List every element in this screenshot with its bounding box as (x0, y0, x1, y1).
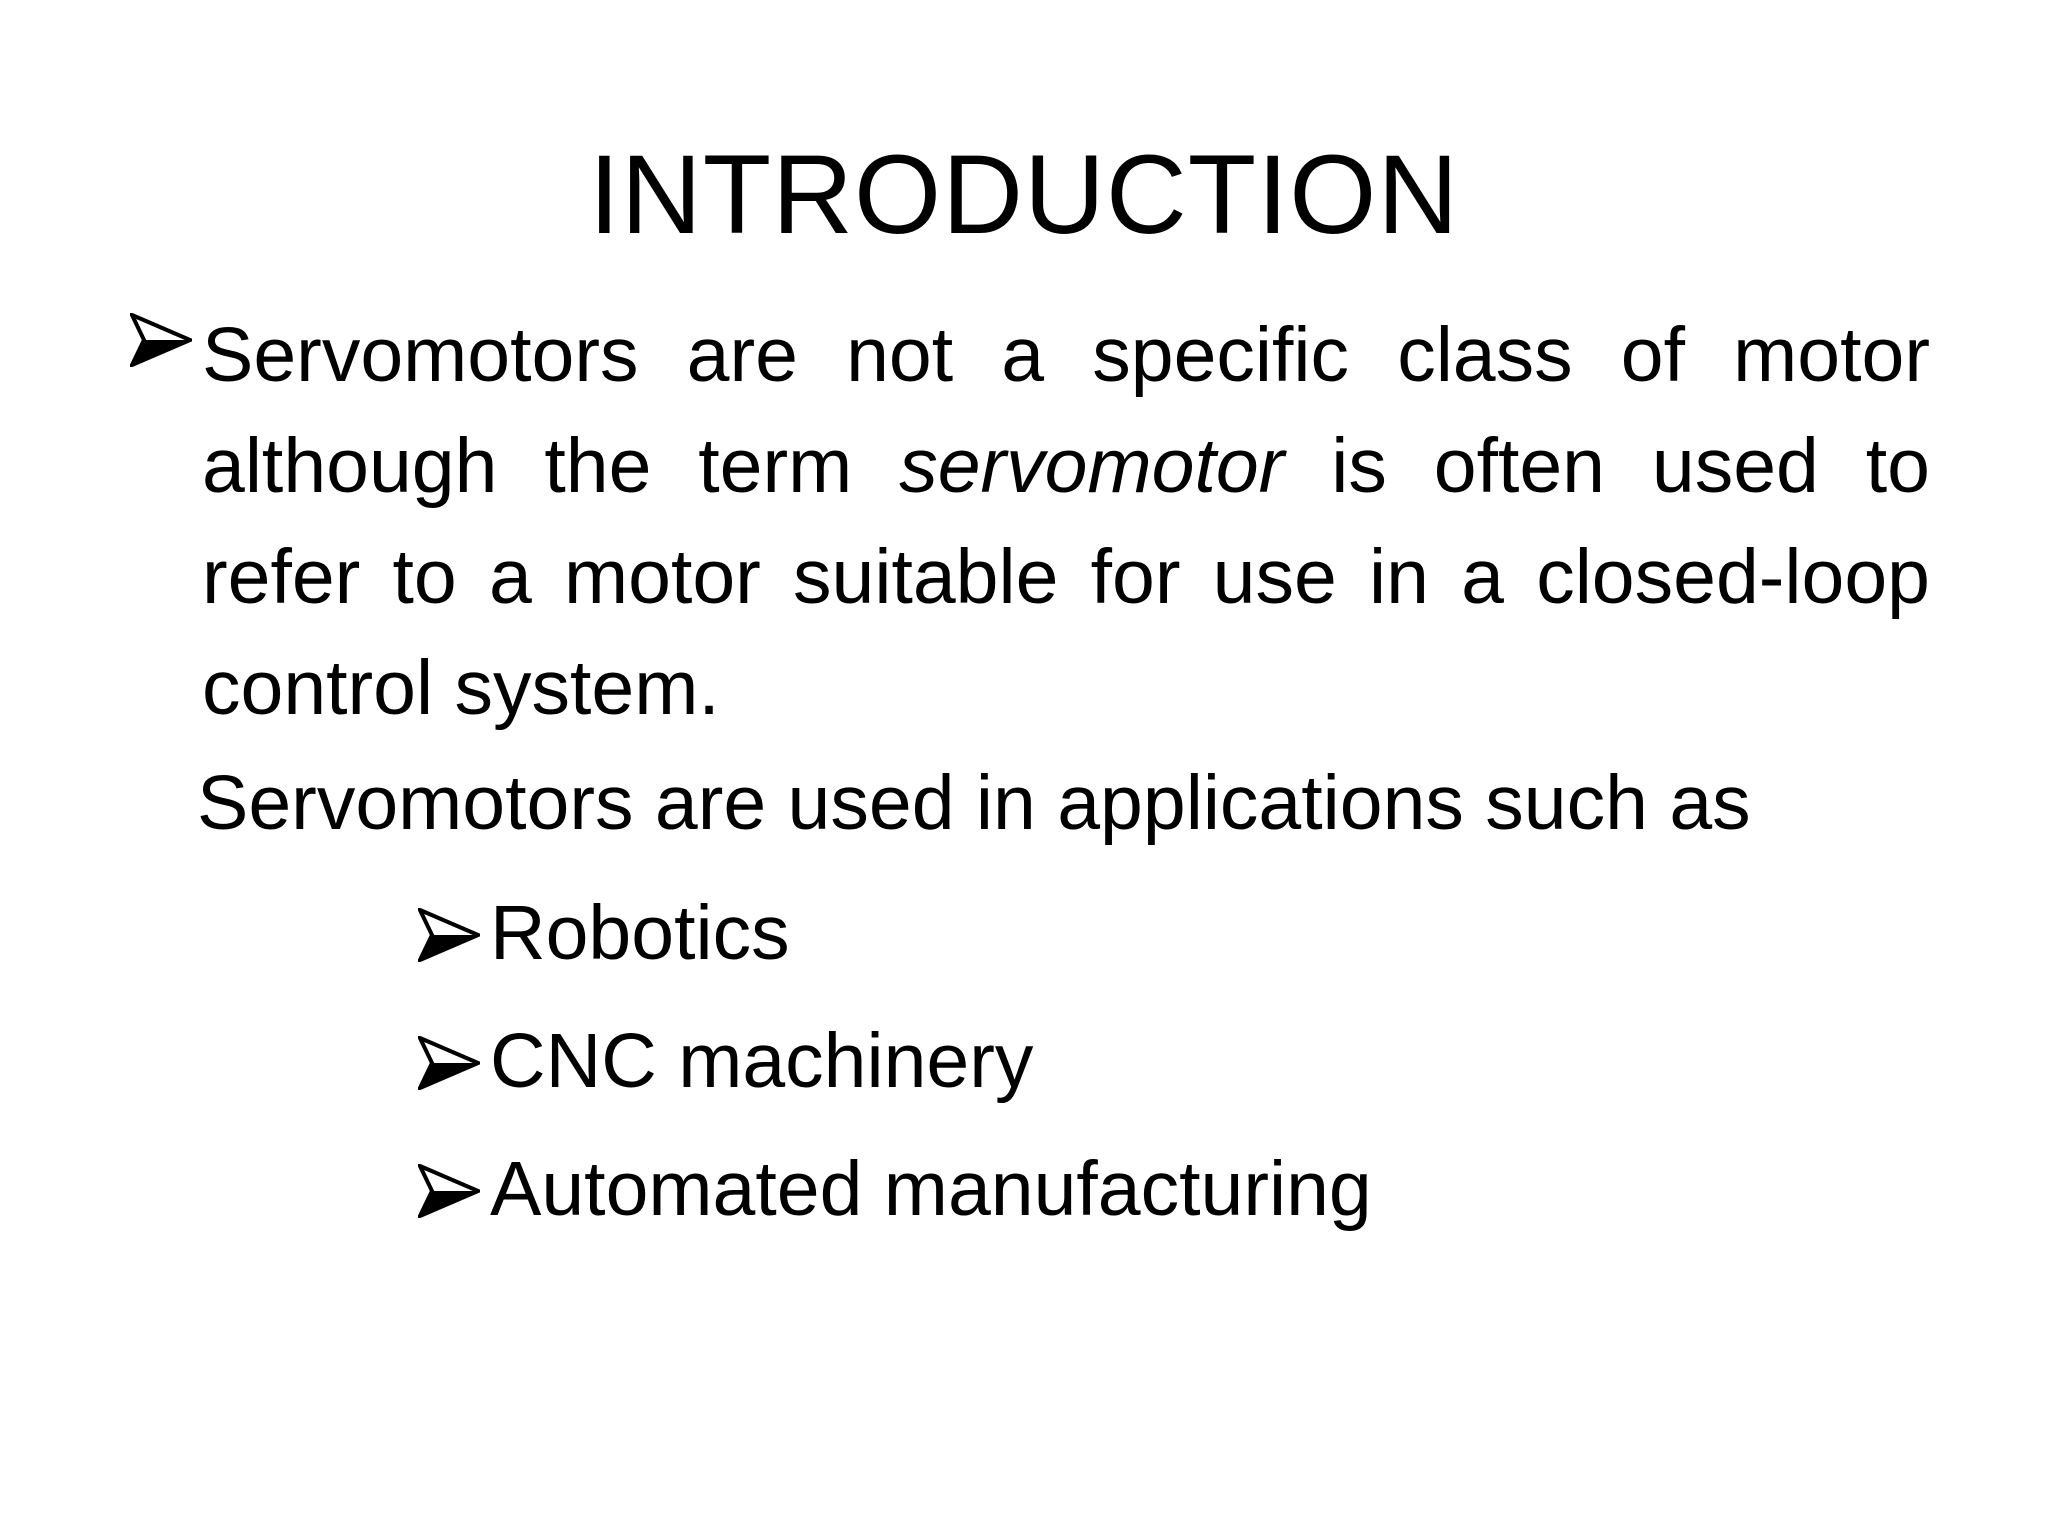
slide-title: INTRODUCTION (588, 132, 1460, 257)
application-label: CNC machinery (490, 1018, 1034, 1104)
applications-lead-in: Servomotors are used in applications such as (197, 760, 1751, 846)
arrow-bullet-icon (418, 1036, 480, 1090)
application-label: Automated manufacturing (490, 1146, 1372, 1232)
list-item (418, 1006, 1818, 1116)
paragraph-italic-term: servomotor (899, 423, 1285, 509)
arrow-bullet-icon (418, 908, 480, 962)
paragraph-text-start: Servomotors are not a specific class of motor although the term (202, 312, 1930, 509)
list-item (418, 878, 1818, 988)
list-item (418, 1134, 1818, 1244)
arrow-bullet-icon (130, 313, 192, 367)
intro-paragraph (202, 300, 1930, 744)
arrow-bullet-icon (418, 1164, 480, 1218)
paragraph-text-end: is often used to refer to a motor suitable for use in a closed-loop control system. (202, 423, 1930, 731)
application-label: Robotics (490, 890, 790, 976)
